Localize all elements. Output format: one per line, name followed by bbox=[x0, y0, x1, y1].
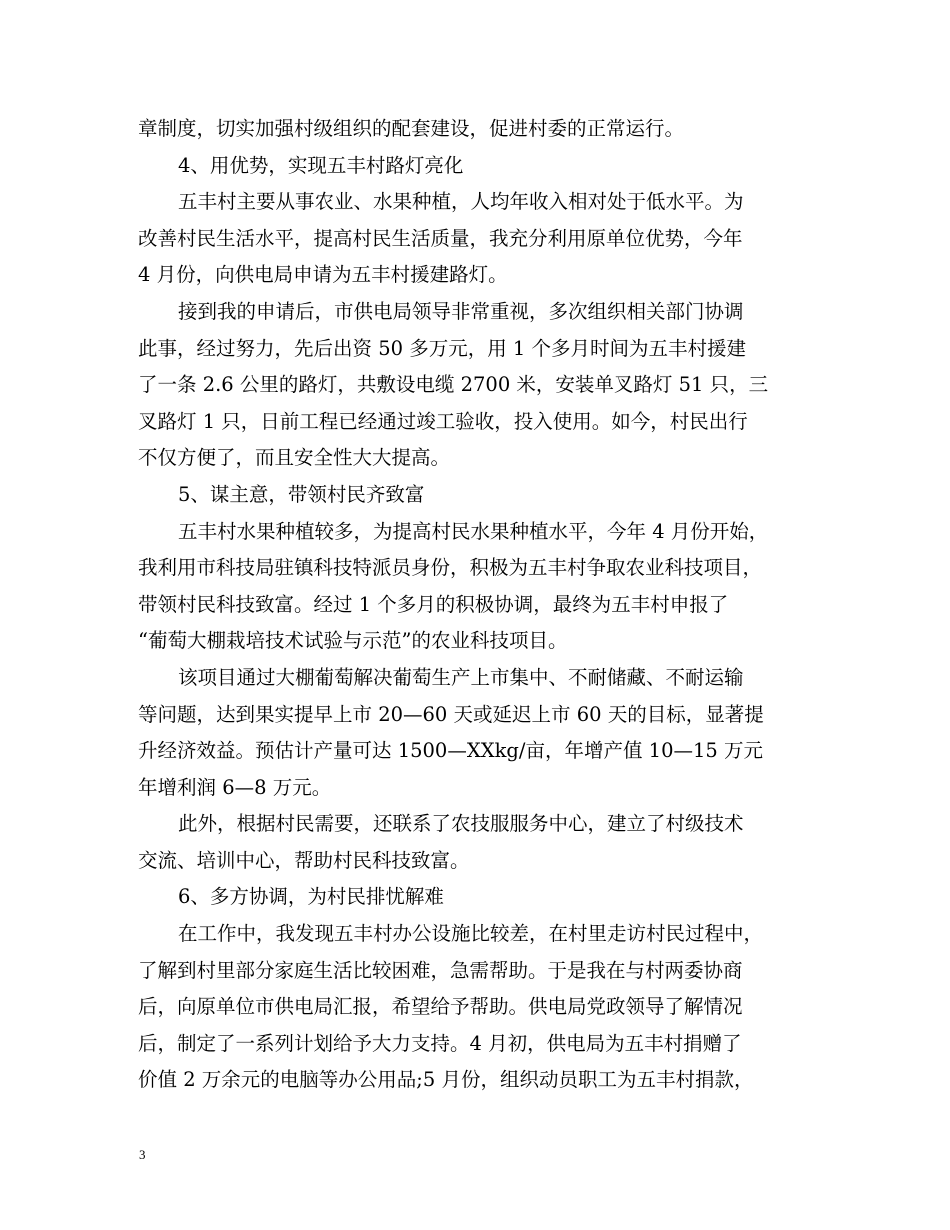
text-line: 改善村民生活水平，提高村民生活质量，我充分利用原单位优势，今年 bbox=[138, 226, 743, 250]
section-heading: 4、用优势，实现五丰村路灯亮化 bbox=[178, 153, 464, 177]
section-heading: 5、谋主意，带领村民齐致富 bbox=[178, 482, 425, 506]
text-line: 不仅方便了，而且安全性大大提高。 bbox=[138, 446, 451, 470]
text-line: 年增利润 6—8 万元。 bbox=[138, 775, 332, 799]
text-line: 接到我的申请后，市供电局领导非常重视，多次组织相关部门协调 bbox=[178, 299, 744, 323]
text-line: 此事，经过努力，先后出资 50 多万元，用 1 个多月时间为五丰村援建 bbox=[138, 336, 747, 360]
text-line: 后，向原单位市供电局汇报，希望给予帮助。供电局党政领导了解情况 bbox=[138, 995, 743, 1019]
text-line: 带领村民科技致富。经过 1 个多月的积极协调，最终为五丰村申报了 bbox=[138, 592, 729, 616]
text-line: 该项目通过大棚葡萄解决葡萄生产上市集中、不耐储藏、不耐运输 bbox=[178, 665, 744, 689]
text-line: 五丰村主要从事农业、水果种植，人均年收入相对处于低水平。为 bbox=[178, 190, 744, 214]
text-line: 价值 2 万余元的电脑等办公用品;5 月份，组织动员职工为五丰村捐款， bbox=[138, 1068, 754, 1092]
text-line: 五丰村水果种植较多，为提高村民水果种植水平，今年 4 月份开始， bbox=[178, 519, 769, 543]
page-number: 3 bbox=[139, 1147, 146, 1162]
text-line: 升经济效益。预估计产量可达 1500—XXkg/亩，年增产值 10—15 万元 bbox=[138, 739, 763, 763]
text-line: 此外，根据村民需要，还联系了农技服服务中心，建立了村级技术 bbox=[178, 812, 744, 836]
text-line: “葡萄大棚栽培技术试验与示范”的农业科技项目。 bbox=[138, 629, 568, 653]
text-line: 在工作中，我发现五丰村办公设施比较差，在村里走访村民过程中， bbox=[178, 922, 764, 946]
text-line: 4 月份，向供电局申请为五丰村援建路灯。 bbox=[138, 263, 508, 287]
text-line: 我利用市科技局驻镇科技特派员身份，积极为五丰村争取农业科技项目， bbox=[138, 556, 763, 580]
text-line: 后，制定了一系列计划给予大力支持。4 月初，供电局为五丰村捐赠了 bbox=[138, 1031, 742, 1055]
section-heading: 6、多方协调，为村民排忧解难 bbox=[178, 885, 444, 909]
text-line: 交流、培训中心，帮助村民科技致富。 bbox=[138, 848, 470, 872]
text-line: 了解到村里部分家庭生活比较困难，急需帮助。于是我在与村两委协商 bbox=[138, 958, 743, 982]
text-line: 章制度，切实加强村级组织的配套建设，促进村委的正常运行。 bbox=[138, 117, 685, 140]
text-line: 了一条 2.6 公里的路灯，共敷设电缆 2700 米，安装单叉路灯 51 只，三 bbox=[138, 373, 769, 397]
document-body bbox=[138, 111, 818, 1099]
text-line: 叉路灯 1 只，日前工程已经通过竣工验收，投入使用。如今，村民出行 bbox=[138, 409, 748, 433]
text-line: 等问题，达到果实提早上市 20—60 天或延迟上市 60 天的目标，显著提 bbox=[138, 702, 764, 726]
